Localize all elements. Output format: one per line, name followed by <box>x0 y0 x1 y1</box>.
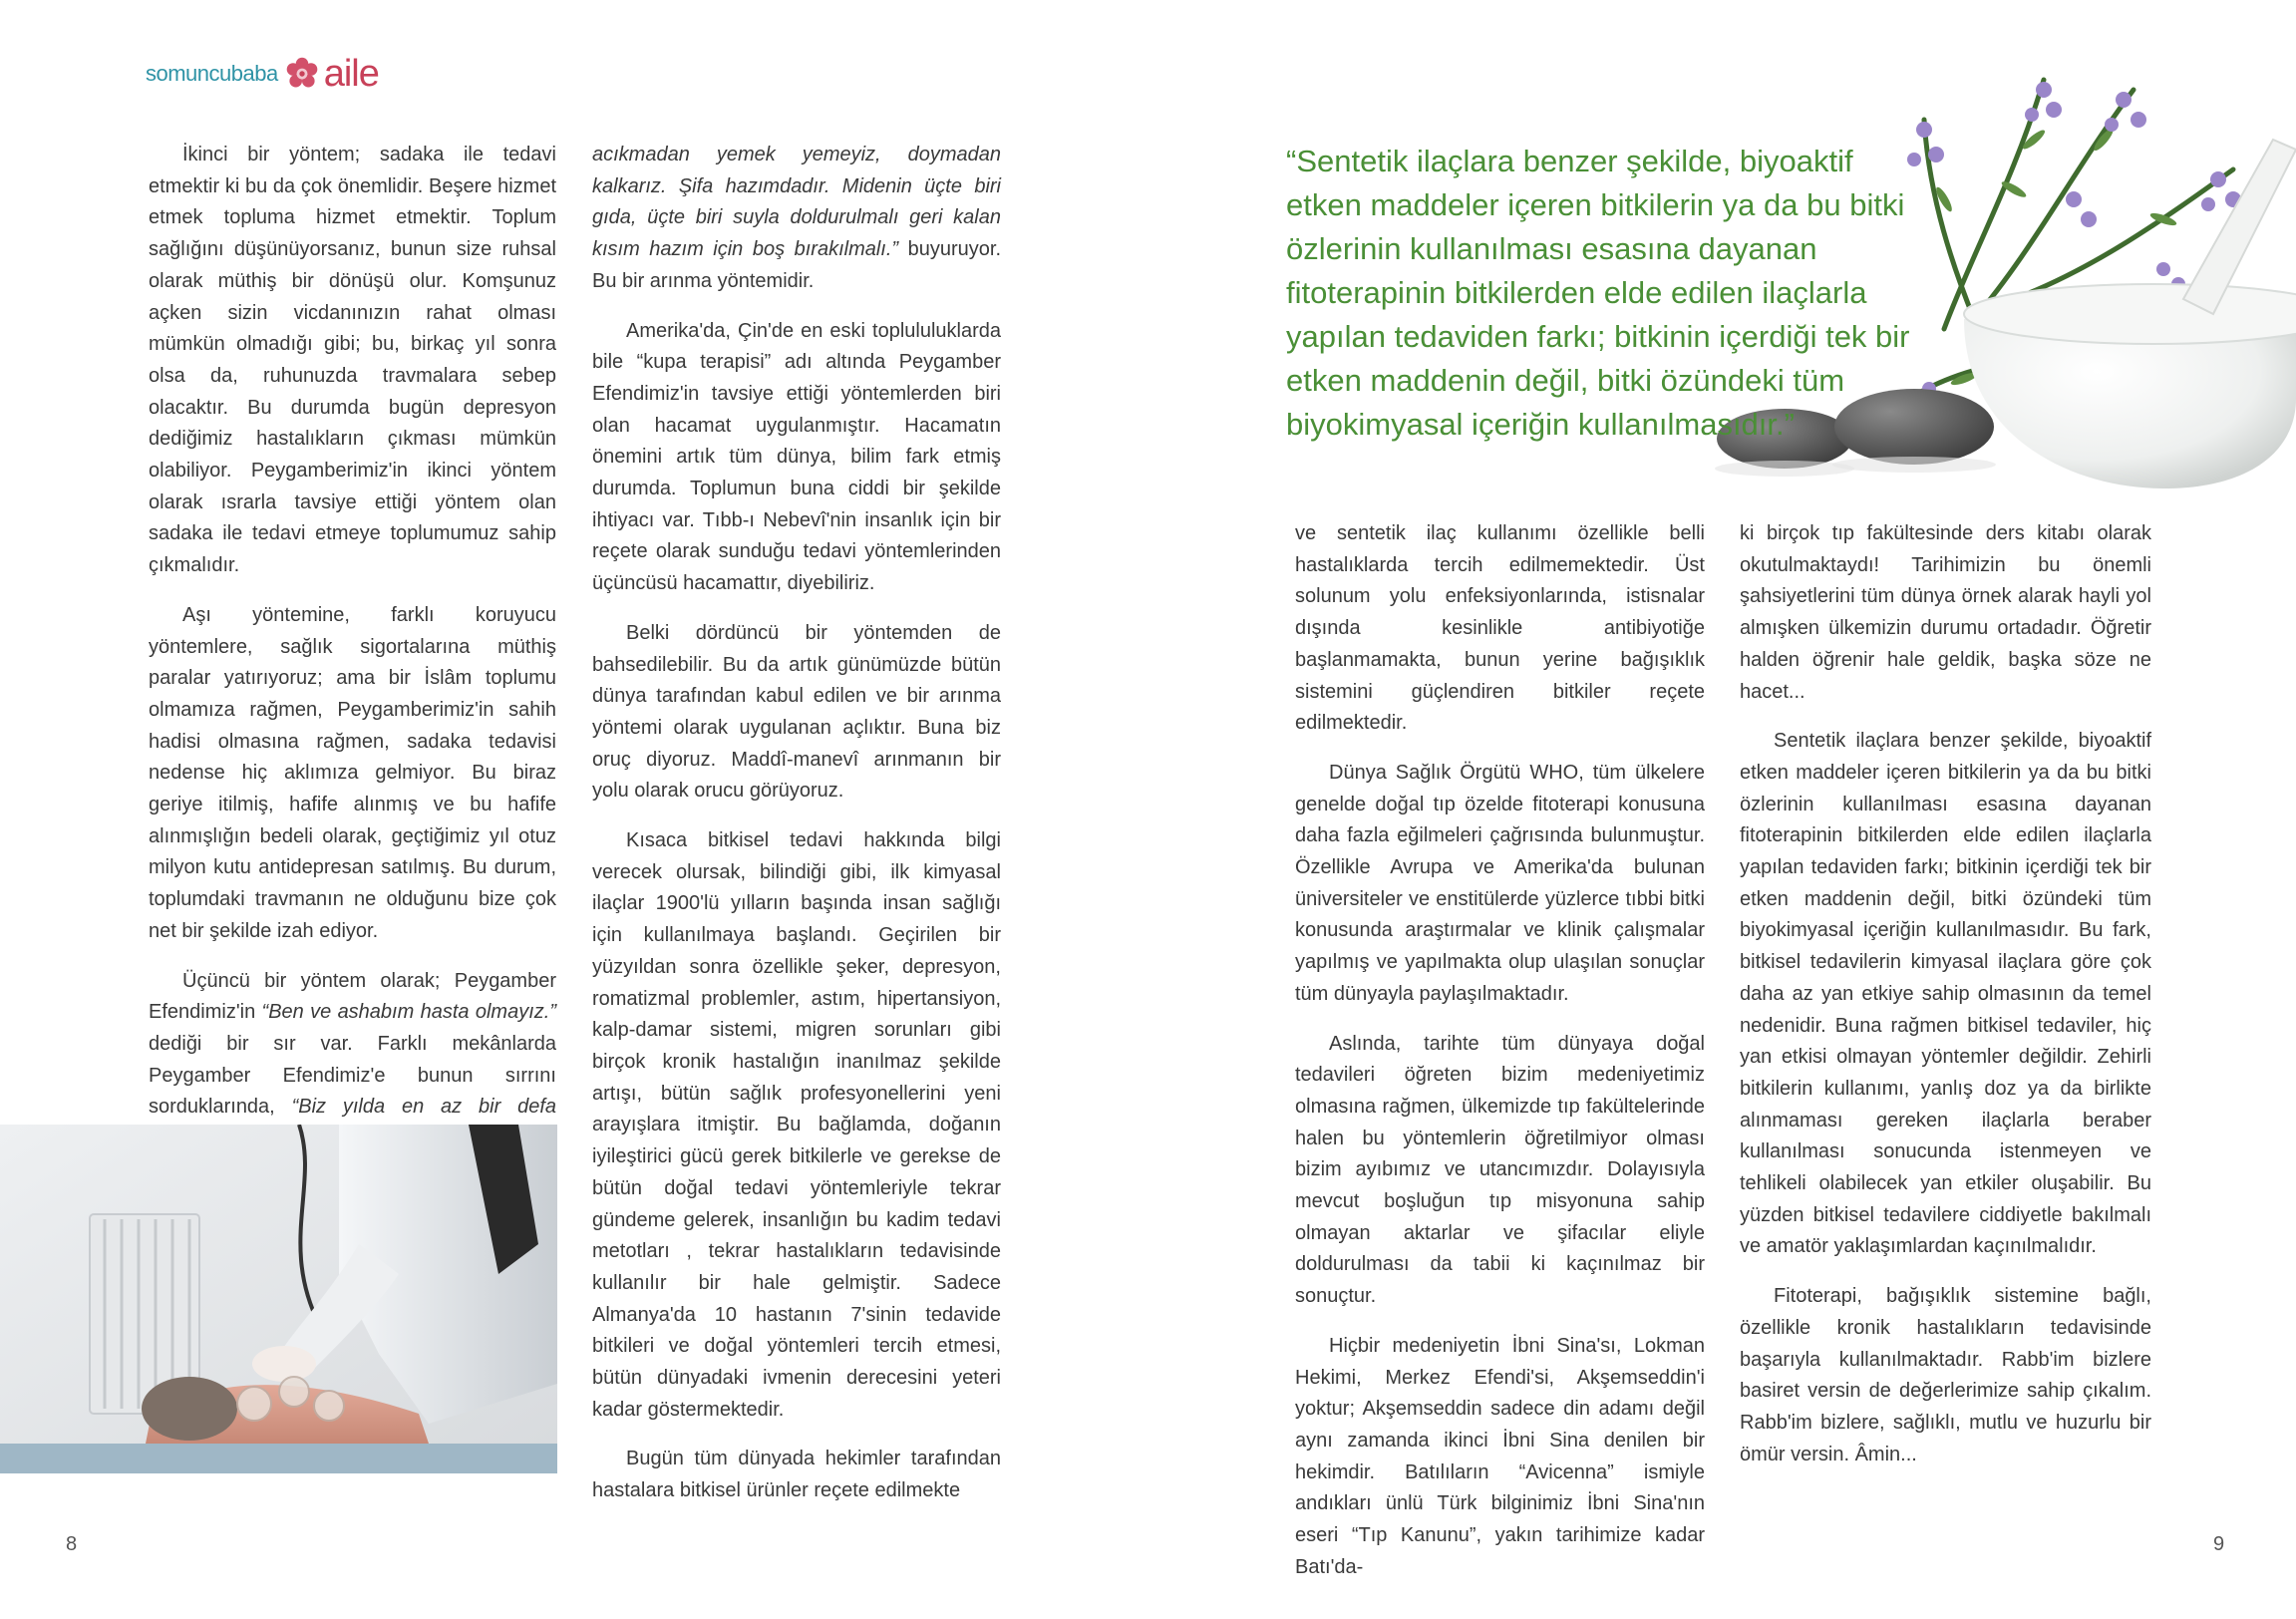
text-column-4 <box>1740 518 2151 1488</box>
brand-sub: aile <box>323 53 379 95</box>
paragraph: Fitoterapi, bağışıklık sistemine bağlı, özellikle kronik hastalıkların tedavisinde başarıyla kullanılmaktadır. Rabb'im bizlere basiret versin de değerlerimize sahip çıkalım. Rabb'im bizlere, sağlıklı, mutlu ve huzurlu bir ömür versin. Âmin... <box>1740 1285 2151 1465</box>
paragraph: Bugün tüm dünyada hekimler tarafından hastalara bitkisel ürünler reçete edilmekte <box>592 1448 1001 1502</box>
text-column-3 <box>1295 518 1705 1602</box>
cupping-therapy-photo <box>0 1125 557 1473</box>
paragraph: Aslında, tarihte tüm dünyaya doğal tedavileri öğreten bizim medeniyetimiz olmasına rağmen, ülkemizde tıp fakültelerinde halen bu yöntemlerin öğretilmiyor olması bizim ayıbımız ve utancımızdır. Dolayısıyla mevcut boşluğun tıp misyonuna sahip olmayan aktarlar ve şifacılar eliyle doldurulması da tabii ki kaçınılmaz bir sonuçtur. <box>1295 1032 1705 1308</box>
paragraph: Aşı yöntemine, farklı koruyucu yöntemlere, sağlık sigortalarına müthiş paralar yatırıyoruz; ama bir İslâm toplumu olmamıza rağmen, Peygamberimiz'in sahih hadisi olmasına rağmen, sadaka tedavisi nedense hiç aklımıza gelmiyor. Bu biraz geriye itilmiş, hafife alınmış ve bu hafife alınmışlığın bedeli olarak, geçtiğimiz yıl otuz milyon kutu antidepresan satılmış. Bu durum, toplumdaki travmanın ne olduğunu bize çok net bir şekilde izah ediyor. <box>149 603 556 942</box>
paragraph: İkinci bir yöntem; sadaka ile tedavi etmektir ki bu da çok önemlidir. Beşere hizmet etmek topluma hizmet etmektir. Toplum sağlığını düşünüyorsanız, bunun size ruhsal olarak müthiş bir dönüşü olur. Komşunuz açken sizin vicdanınızın rahat olması mümkün olmadığı gibi; bu, birkaç yıl sonra olsa da, ruhunuzda travmalara sebep olacaktır. Bu durumda bugün depresyon dediğimiz hastalıkların çıkması mümkün olabiliyor. Peygamberimiz'in ikinci yöntem olarak ısrarla tavsiye ettiği yöntem olan sadaka ile tedavi etmeye toplumumuz sahip çıkmalıdır. <box>149 144 556 577</box>
brand-logo <box>146 54 379 94</box>
paragraph: Sentetik ilaçlara benzer şekilde, biyoaktif etken maddeler içeren bitkilerin ya da bu bitki özlerinin kullanılması esasına dayanan fitoterapinin bitkilerden elde edilen ilaçlarla yapılan tedaviden farkı; bitkinin içerdiği tek bir etken maddenin değil, bitki özündeki tüm biyokimyasal içeriğin kullanılmasıdır. Bu fark, bitkisel tedavilerin kimyasal ilaçlara göre çok daha az yan etkiye sahip olmasının da temel nedenidir. Buna rağmen bitkisel tedaviler, hiç yan etkisi olmayan yöntemler değildir. Zehirli bitkilerin kullanımı, yanlış doz ya da birlikte alınmaması gereken ilaçlarla beraber kullanılması sonucunda istenmeyen ve tehlikeli olabilecek yan etkiler oluşabilir. Bu yüzden bitkisel tedavilere ciddiyetle bakılmalı ve amatör yaklaşımlardan kaçınılmalıdır. <box>1740 730 2151 1258</box>
paragraph: Kısaca bitkisel tedavi hakkında bilgi verecek olursak, bilindiği gibi, ilk kimyasal ilaçlar 1900'lü yılların başında insan sağlığı için kullanılmaya başlandı. Geçirilen bir yüzyıldan sonra özellikle şeker, depresyon, romatizmal problemler, astım, hipertansiyon, kalp-damar sistemi, migren sorunları gibi birçok kronik hastalığın inanılmaz şekilde artışı, bütün sağlık profesyonellerini yeni arayışlara itmiştir. Bu bağlamda, doğanın iyileştirici gücü gerek bitkilerle ve gerekse de bütün doğal tedavi yöntemleriyle tekrar gündeme gelerek, insanlığın bu kadim tedavi metotları , tekrar hastalıkların tedavisinde kullanılır bir hale gelmiştir. Sadece Almanya'da 10 hastanın 7'sinin tedavide bitkileri ve doğal yöntemleri tercih etmesi, bütün dünyadaki ivmenin derecesini yeteri kadar göstermektedir. <box>592 829 1001 1421</box>
paragraph: Hiçbir medeniyetin İbni Sina'sı, Lokman Hekimi, Merkez Efendi'si, Akşemseddin'i yoktur; Akşemseddin sadece din adamı değil aynı zamanda ikinci İbni Sina denilen bir hekimdir. Batılıların “Avicenna” ismiyle andıkları ünlü Türk bilginimiz İbni Sina'nın eseri “Tıp Kanunu”, yakın tarihimize kadar Batı'da- <box>1295 1334 1705 1578</box>
paragraph: acıkmadan yemek yemeyiz, doymadan kalkarız. Şifa hazımdadır. Midenin üçte biri gıda, üçte biri suyla doldurulmalı geri kalan kısım hazım için boş bırakılmalı.” buyuruyor. Bu bir arınma yöntemidir. <box>592 144 1001 292</box>
page-number-right: 9 <box>2213 1533 2225 1555</box>
flower-logo-icon <box>284 56 320 92</box>
pull-quote: “Sentetik ilaçlara benzer şekilde, biyoaktif etken maddeler içeren bitkilerin ya da bu bitki özlerinin kullanılması esasına dayanan fitoterapinin bitkilerden elde edilen ilaçlarla yapılan tedaviden farkı; bitkinin içerdiği tek bir etken maddenin değil, bitki özündeki tüm biyokimyasal içeriğin kullanılmasıdır.” <box>1286 144 1910 442</box>
paragraph: ki birçok tıp fakültesinde ders kitabı olarak okutulmaktaydı! Tarihimizin bu önemli şahsiyetlerini tüm dünya örnek alarak hayli yol almışken ülkemizin durumu ortadadır. Öğretir halden öğrenir hale geldik, başka söze ne hacet... <box>1740 522 2151 703</box>
paragraph: ve sentetik ilaç kullanımı özellikle belli hastalıklarda tercih edilmemektedir. Üst solunum yolu enfeksiyonlarında, istisnalar dışında kesinlikle antibiyotiğe başlanmamakta, bunun yerine bağışıklık sistemini güçlendiren bitkiler reçete edilmektedir. <box>1295 522 1705 735</box>
paragraph: Belki dördüncü bir yöntemden de bahsedilebilir. Bu da artık günümüzde bütün dünya tarafından kabul edilen ve bir arınma yöntemi olarak uygulanan açlıktır. Buna biz oruç diyoruz. Maddî-manevî arınmanın bir yolu olarak orucu görüyoruz. <box>592 621 1001 803</box>
paragraph: Üçüncü bir yöntem olarak; Peygamber Efendimiz'in “Ben ve ashabım hasta olmayız.” dediği bir sır var. Farklı mekânlarda Peygamber Efendimiz'e bunun sırrını sorduklarında, “Biz yılda en az bir defa <box>149 969 557 1119</box>
text-column-2 <box>592 140 1001 1525</box>
brand-name: somuncubaba <box>146 61 278 86</box>
paragraph: Amerika'da, Çin'de en eski toplululuklarda bile “kupa terapisi” adı altında Peygamber Efendimiz'in tavsiye ettiği yöntemlerden biri olan hacamat uygulanmıştır. Hacamatın önemini artık tüm dünya, bilim fark etmiş durumda. Toplumun buna ciddi bir şekilde ihtiyacı var. Tıbb-ı Nebevî'nin insanlık için bir reçete olarak sunduğu tedavi yöntemlerinden üçüncüsü hacamattır, diyebiliriz. <box>592 319 1001 595</box>
paragraph: Dünya Sağlık Örgütü WHO, tüm ülkelere genelde doğal tıp özelde fitoterapi konusuna daha fazla eğilmeleri çağrısında bulunmuştur. Özellikle Avrupa ve Amerika'da bulunan üniversiteler ve enstitülerde yüzlerce tıbbi bitki konusunda araştırmalar ve klinik çalışmalar yapılmış ve yapılmakta olup ulaşılan sonuçlar tüm dünyayla paylaşılmaktadır. <box>1295 761 1705 1005</box>
text-column-1 <box>149 140 556 1173</box>
page-number-left: 8 <box>66 1533 78 1555</box>
